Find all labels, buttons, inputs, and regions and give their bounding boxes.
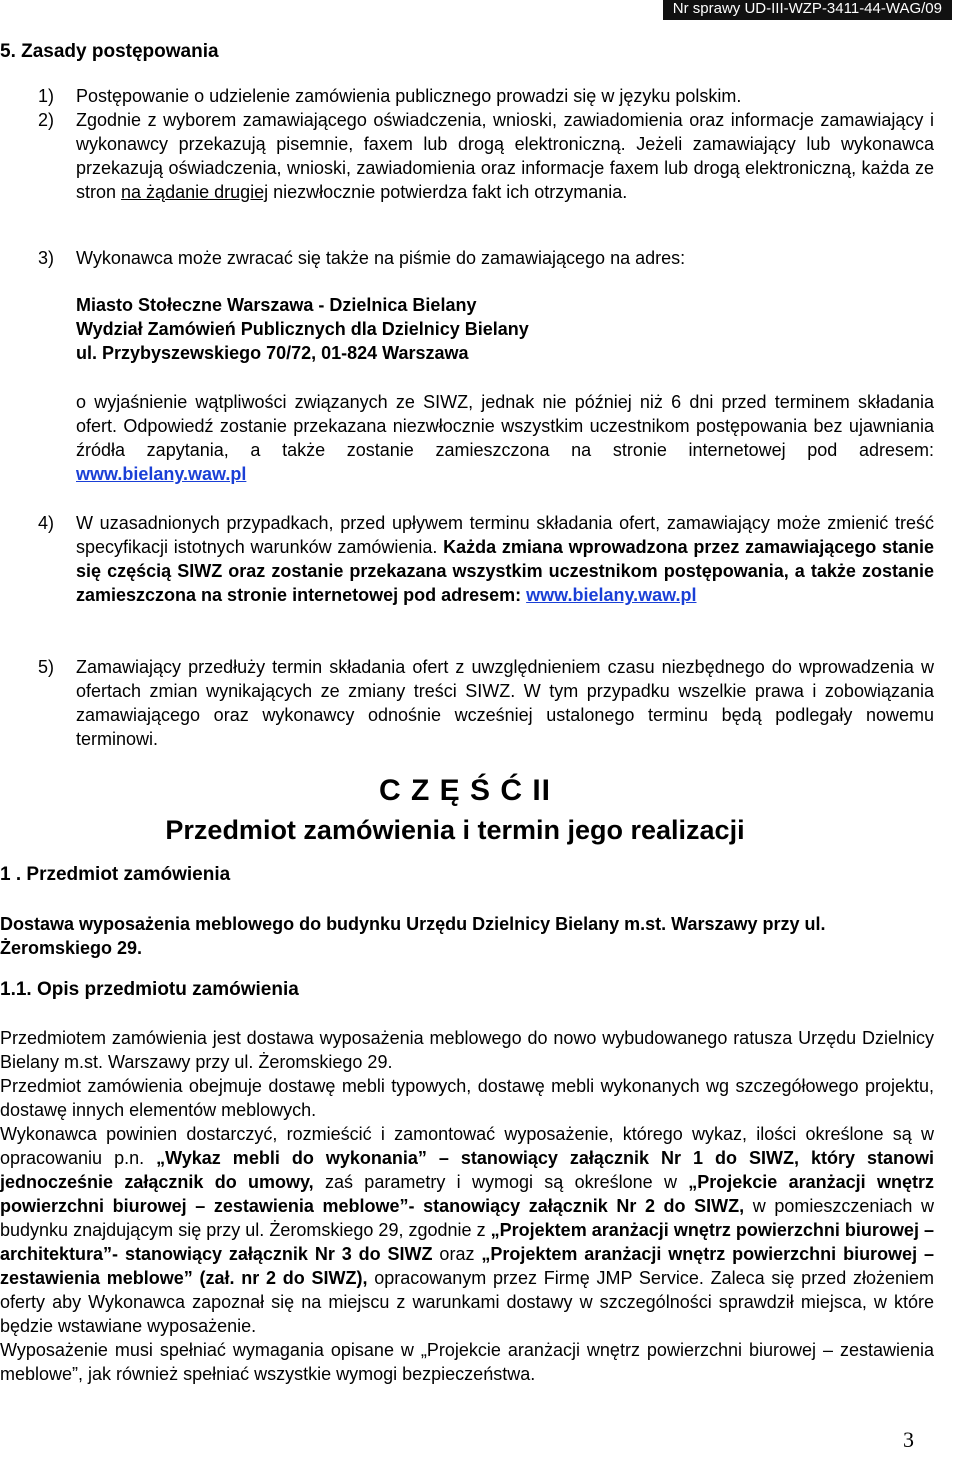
paragraph: Wyposażenie musi spełniać wymagania opisane w „Projekcie aranżacji wnętrz powierzchni biurowej – zestawienia meblowe”, jak również spełniać wszystkie wymogi bezpieczeństwa.	[0, 1340, 934, 1384]
description-body	[0, 1026, 934, 1386]
item-text: Postępowanie o udzielenie zamówienia publicznego prowadzi się w języku polskim.	[76, 86, 742, 106]
subsection-title: 1 . Przedmiot zamówienia	[0, 864, 231, 885]
list-item	[30, 655, 934, 751]
item-number: 1)	[38, 86, 55, 106]
page-number: 3	[903, 1427, 914, 1452]
item-number: 3)	[38, 248, 55, 268]
item-text: W uzasadnionych przypadkach, przed upływem terminu składania ofert, zamawiający może zmienić treść specyfikacji istotnych warunków zamówienia. Każda zmiana wprowadzona przez zamawiającego stanie się częścią SIWZ oraz zostanie przekazana wszystkim uczestnikom postępowania, a także zostanie zamieszczona na stronie internetowej pod adresem: www.bielany.waw.pl	[76, 513, 934, 605]
website-link[interactable]: www.bielany.waw.pl	[526, 585, 697, 605]
paragraph: Przedmiotem zamówienia jest dostawa wyposażenia meblowego do nowo wybudowanego ratusza Urzędu Dzielnicy Bielany m.st. Warszawy przy ul. Żeromskiego 29.	[0, 1028, 934, 1072]
subject-statement: Dostawa wyposażenia meblowego do budynku Urzędu Dzielnicy Bielany m.st. Warszawy przy ul. Żeromskiego 29.	[0, 914, 826, 958]
item-number: 4)	[38, 513, 55, 533]
list-item	[30, 246, 934, 270]
list-item	[30, 511, 934, 607]
item-text: Zamawiający przedłuży termin składania ofert z uwzględnieniem czasu niezbędnego do wprowadzenia w ofertach zmian wynikających ze zmiany treści SIWZ. W tym przypadku wszelkie prawa i zobowiązania zamawiającego oraz wykonawcy odnośnie wcześniej ustalonego terminu będą podlegały nowemu terminowi.	[76, 657, 934, 749]
paragraph: Przedmiot zamówienia obejmuje dostawę mebli typowych, dostawę mebli wykonanych wg szczegółowego projektu, dostawę innych elementów meblowych.	[0, 1076, 934, 1120]
item-number: 2)	[38, 110, 55, 130]
address-line: Wydział Zamówień Publicznych dla Dzielnicy Bielany	[76, 319, 529, 339]
item-text: Zgodnie z wyborem zamawiającego oświadczenia, wnioski, zawiadomienia oraz informacje zamawiający i wykonawcy przekazują pisemnie, faxem lub drogą elektroniczną. Jeżeli zamawiający lub wykonawca przekazują oświadczenia, wnioski, zawiadomienia oraz informacje faxem lub drogą elektroniczną, każda ze stron na żądanie drugiej niezwłocznie potwierdza fakt ich otrzymania.	[76, 110, 934, 202]
case-number-header: Nr sprawy UD-III-WZP-3411-44-WAG/09	[663, 0, 952, 20]
underlined-phrase: na żądanie drugiej	[121, 182, 269, 202]
part-subheading: Przedmiot zamówienia i termin jego realizacji	[165, 815, 745, 845]
part-heading: C Z Ę Ś Ć II	[378, 774, 552, 807]
address-line: ul. Przybyszewskiego 70/72, 01-824 Warszawa	[76, 343, 469, 363]
item-text: o wyjaśnienie wątpliwości związanych ze SIWZ, jednak nie później niż 6 dni przed terminem składania ofert. Odpowiedź zostanie przekazana niezwłocznie wszystkim uczestnikom postępowania bez ujawniania źródła zapytania, a także zostanie zamieszczona na stronie internetowej pod adresem: www.bielany.waw.pl	[76, 392, 934, 484]
paragraph: Wykonawca powinien dostarczyć, rozmieścić i zamontować wyposażenie, którego wykaz, ilości określone są w opracowaniu p.n. „Wykaz mebli do wykonania” – stanowiący załącznik Nr 1 do SIWZ, który stanowi jednocześnie załącznik do umowy, zaś parametry i wymogi są określone w „Projekcie aranżacji wnętrz powierzchni biurowej – zestawienia meblowe”- stanowiący załącznik Nr 2 do SIWZ, w pomieszczeniach w budynku znajdującym się przy ul. Żeromskiego 29, zgodnie z „Projektem aranżacji wnętrz powierzchni biurowej – architektura”- stanowiący załącznik Nr 3 do SIWZ oraz „Projektem aranżacji wnętrz powierzchni biurowej – zestawienia meblowe” (zał. nr 2 do SIWZ), opracowanym przez Firmę JMP Service. Zaleca się przed złożeniem oferty aby Wykonawca zapoznał się na miejscu z warunkami dostawy w szczególności sprawdził miejsca, w które będzie wstawiane wyposażenie.	[0, 1124, 935, 1336]
subsection-title: 1.1. Opis przedmiotu zamówienia	[0, 979, 299, 1000]
section-title: 5. Zasady postępowania	[0, 41, 219, 62]
bold-notice: Każda zmiana wprowadzona przez zamawiającego stanie się częścią SIWZ oraz zostanie przekazana wszystkim uczestnikom postępowania, a także zostanie zamieszczona na stronie internetowej pod adresem:	[76, 537, 934, 605]
website-link[interactable]: www.bielany.waw.pl	[76, 464, 247, 484]
item-intro: Wykonawca może zwracać się także na piśmie do zamawiającego na adres:	[76, 248, 686, 268]
address-line: Miasto Stołeczne Warszawa - Dzielnica Bielany	[76, 295, 477, 315]
list-item	[30, 84, 934, 108]
item-number: 5)	[38, 657, 55, 677]
list-item	[30, 108, 934, 204]
